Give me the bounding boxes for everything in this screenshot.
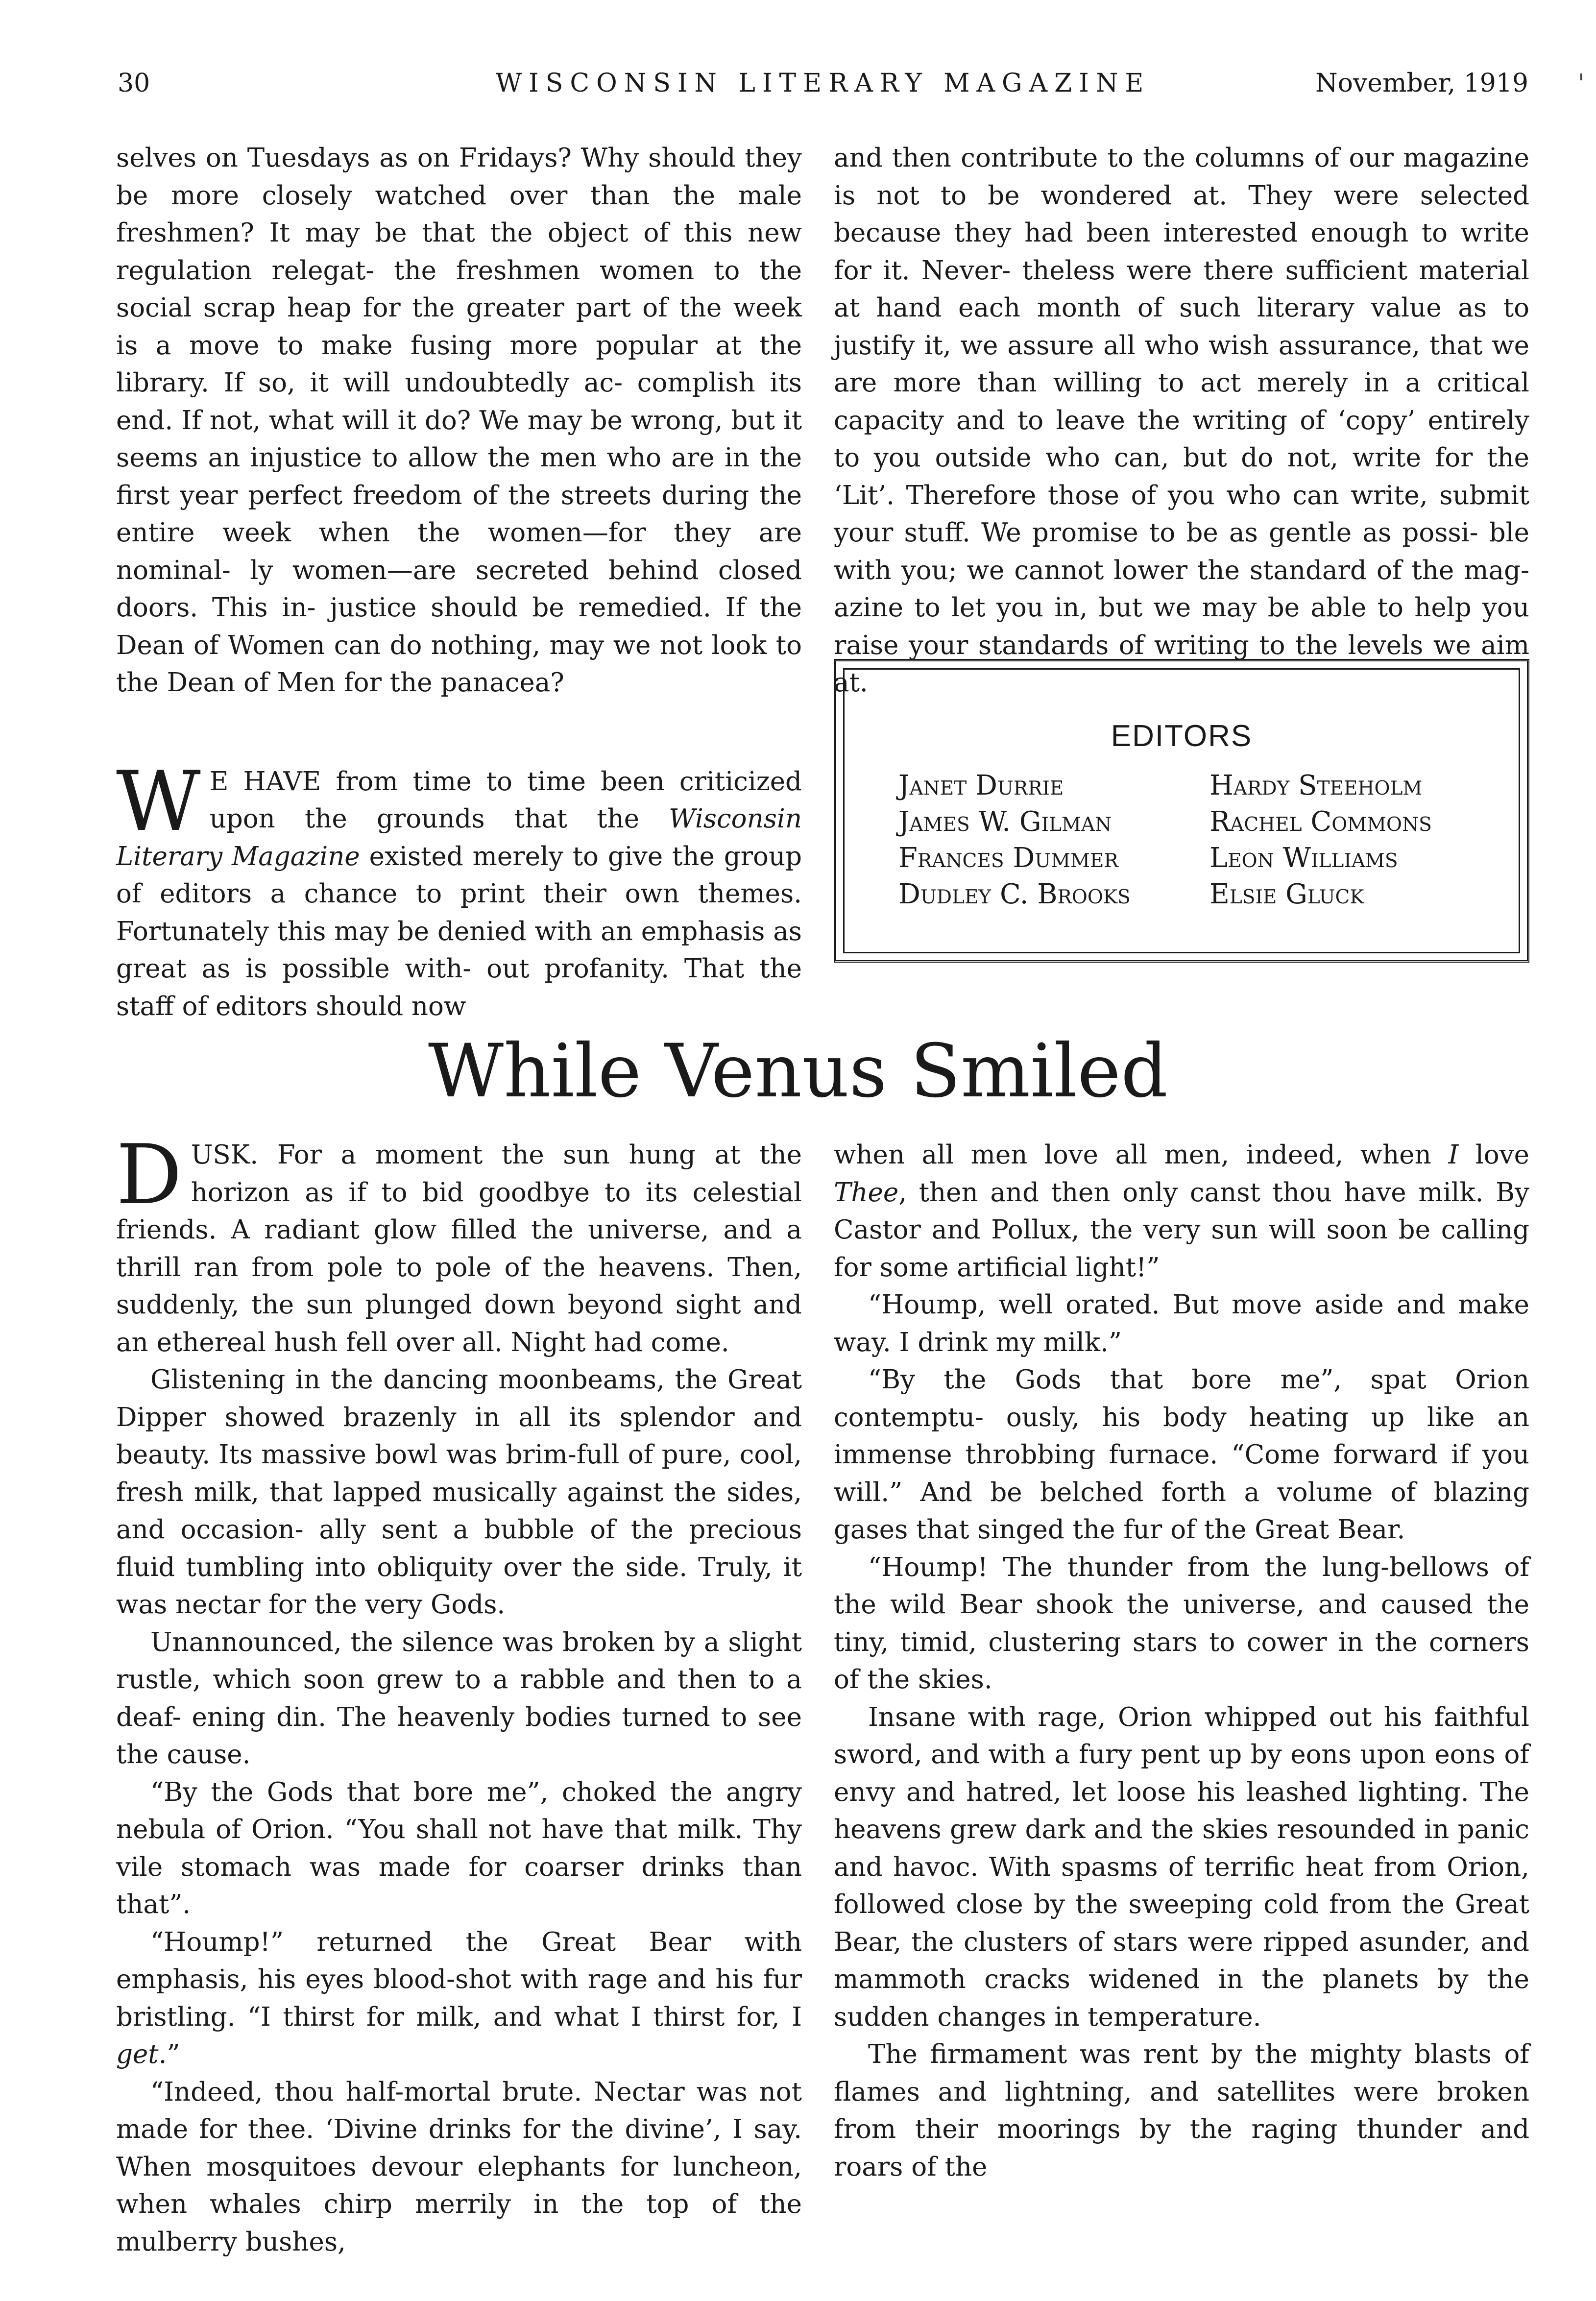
story-paragraph [116, 1924, 802, 2074]
editorial-paragraph [116, 753, 802, 1026]
story-right-column [834, 1137, 1529, 2186]
editors-list-right [1209, 768, 1432, 913]
issue-date: November, 1919 [1315, 69, 1528, 98]
page-number: 30 [118, 69, 150, 98]
story-paragraph: Insane with rage, Orion whipped out his faithful sword, and with a fury pent up by eons upon eons of envy and hatred, let loose his leashed lighting. The heavens grew dark and the skies resounded in panic and havoc. With spasms of terrific heat from Orion, followed close by the sweeping cold from the Great Bear, the clusters of stars were ripped asunder, and mammoth cracks widened in the planets by the sudden changes in temperature. [834, 1702, 1529, 2032]
emphasized-word: I [1448, 1140, 1459, 1170]
story-paragraph: Unannounced, the silence was broken by a slight rustle, which soon grew to a rabble and then to a deaf- ening din. The heavenly bodies turned to see the cause. [116, 1627, 802, 1769]
drop-cap: D [116, 1127, 182, 1223]
story-paragraph: “By the Gods that bore me”, spat Orion contemptu- ously, his body heating up like an immense throbbing furnace. “Come forward if you will.” And be belched forth a volume of blazing gases that singed the fur of the Great Bear. [834, 1365, 1529, 1545]
editor-name: Rachel Commons [1209, 806, 1432, 838]
editors-box-inner-border [843, 668, 1520, 953]
paragraph-text: USK. For a moment the sun hung at the horizon as if to bid goodbye to its celestial friends. A radiant glow filled the universe, and a thrill ran from pole to pole of the heavens. Then, suddenly, the sun plunged down beyond sight and an ethereal hush fell over all. Night had come. [116, 1140, 802, 1357]
editorial-paragraph: and then contribute to the columns of our magazine is not to be wondered at. They were selected because they had been interested enough to write for it. Never- theless were there sufficient material at hand each month of such literary value as to justify it, we assure all who wish assurance, that we are more than willing to act merely in a critical capacity and to leave the writing of ‘copy’ entirely to you outside who can, but do not, write for the ‘Lit’. Therefore those of you who can write, submit your stuff. We promise to be as gentle as possi- ble with you; we cannot lower the standard of the mag- azine to let you in, but we may be able to help you raise your standards of writing to the levels we aim at. [834, 143, 1529, 698]
editor-name: Hardy Steeholm [1209, 770, 1423, 801]
story-paragraph: “By the Gods that bore me”, choked the angry nebula of Orion. “You shall not have that milk. Thy vile stomach was made for coarser drinks than that”. [116, 1777, 802, 1919]
emphasized-word: Thee [834, 1177, 899, 1208]
story-paragraph: The firmament was rent by the mighty blasts of flames and lightning, and satellites were broken from their moorings by the raging thunder and roars of the [834, 2039, 1529, 2182]
paragraph-text: when all men love all men, indeed, when [834, 1140, 1449, 1170]
paragraph-text: , then and then only canst thou have milk. By Castor and Pollux, the very sun will soon be calling for some artificial light!” [834, 1177, 1529, 1283]
drop-cap: W [116, 753, 201, 849]
editor-name: Frances Dummer [898, 842, 1118, 874]
upper-left-column [116, 140, 802, 1025]
magazine-title: Wisconsin Literary Magazine [116, 804, 802, 872]
editors-heading: EDITORS [1111, 719, 1253, 753]
paragraph-text: .” [158, 2039, 180, 2069]
editor-name: James W. Gilman [898, 806, 1112, 838]
paragraph-text: love [1458, 1140, 1530, 1170]
paragraph-text: “Hoump!” returned the Great Bear with emphasis, his eyes blood-shot with rage and his fur bristling. “I thirst for milk, and what I thirst for, I [116, 1927, 802, 2032]
story-paragraph [116, 1127, 802, 1361]
story-paragraph [834, 1137, 1529, 1286]
story-left-column [116, 1127, 802, 2261]
editor-name: Leon Williams [1209, 842, 1398, 874]
scan-artifact-mark [1580, 73, 1582, 80]
paragraph-text: existed merely to give the group of editors a chance to print their own themes. Fortunately this may be denied with an emphasis as great as is possible with- out profanity. That the staff of editors should now [116, 841, 802, 1021]
editor-name: Elsie Gluck [1209, 878, 1364, 910]
upper-right-column [834, 140, 1529, 702]
emphasized-word: get [116, 2039, 159, 2069]
story-paragraph: Glistening in the dancing moonbeams, the Great Dipper showed brazenly in all its splendor and beauty. Its massive bowl was brim-full of pure, cool, fresh milk, that lapped musically against the sides, and occasion- ally sent a bubble of the precious fluid tumbling into obliquity over the side. Truly, it was nectar for the very Gods. [116, 1365, 802, 1620]
editors-box [834, 659, 1529, 963]
editorial-paragraph: selves on Tuesdays as on Fridays? Why should they be more closely watched over than the male freshmen? It may be that the object of this new regulation relegat- the freshmen women to the social scrap heap for the greater part of the week is a move to make fusing more popular at the library. If so, it will undoubtedly ac- complish its end. If not, what will it do? We may be wrong, but it seems an injustice to allow the men who are in the first year perfect freedom of the streets during the entire week when the women—for they are nominal- ly women—are secreted behind closed doors. This in- justice should be remedied. If the Dean of Women can do nothing, may we not look to the Dean of Men for the panacea? [116, 143, 802, 698]
story-paragraph: “Hoump, well orated. But move aside and make way. I drink my milk.” [834, 1290, 1529, 1357]
page-header [118, 69, 1528, 108]
editor-name: Janet Durrie [898, 770, 1064, 801]
story-paragraph: “Hoump! The thunder from the lung-bellows of the wild Bear shook the universe, and caused the tiny, timid, clustering stars to cower in the corners of the skies. [834, 1552, 1529, 1695]
paragraph-text: E HAVE from time to time been criticized upon the grounds that the [209, 766, 802, 834]
editor-name: Dudley C. Brooks [898, 878, 1131, 910]
editors-list-left [898, 768, 1131, 913]
masthead: WISCONSIN LITERARY MAGAZINE [495, 69, 1151, 98]
story-title: While Venus Smiled [428, 1029, 1168, 1114]
story-paragraph: “Indeed, thou half-mortal brute. Nectar was not made for thee. ‘Divine drinks for the divine’, I say. When mosquitoes devour elephants for luncheon, when whales chirp merrily in the top of the mulberry bushes, [116, 2077, 802, 2257]
